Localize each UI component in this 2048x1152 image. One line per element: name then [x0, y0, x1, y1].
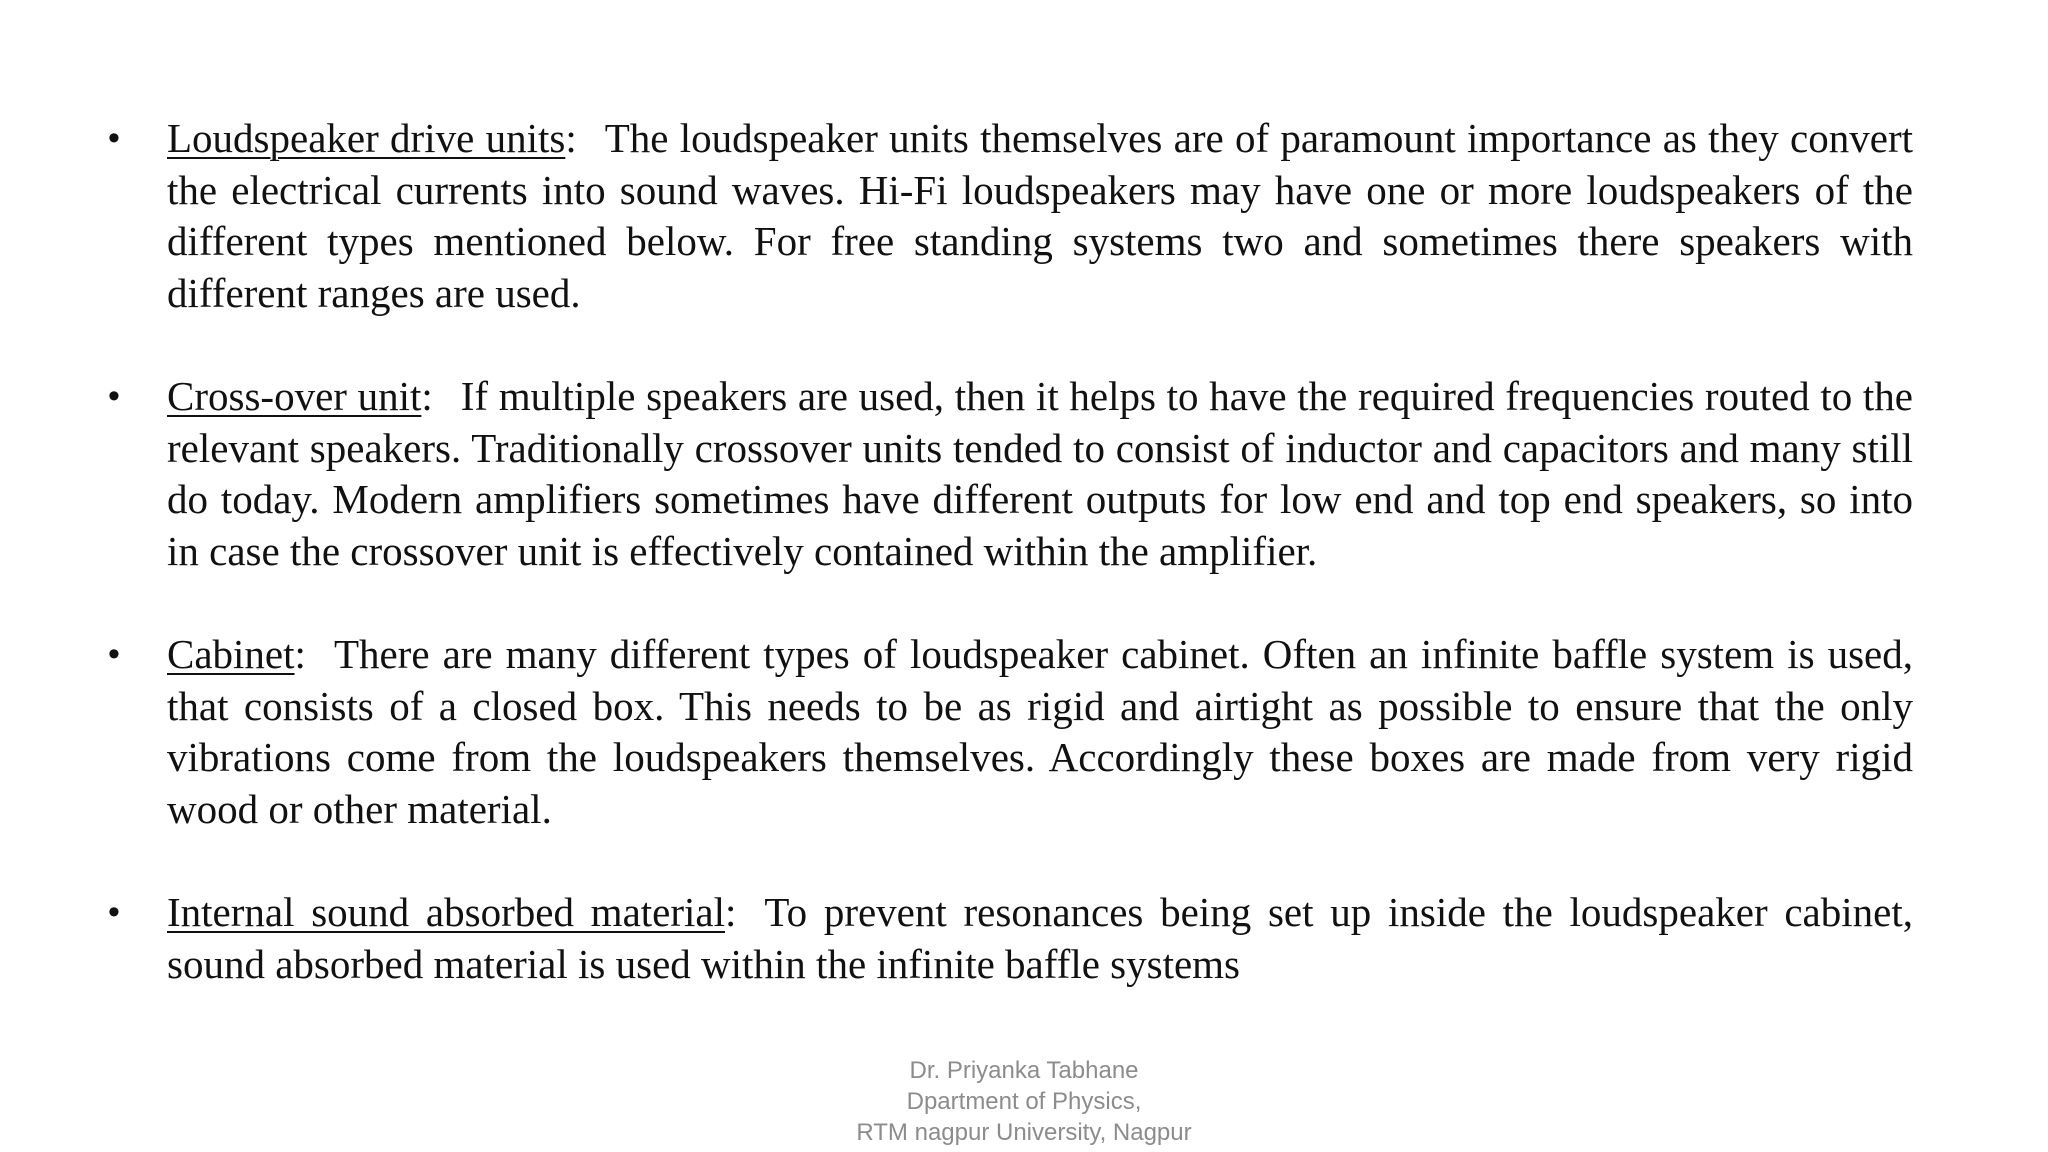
bullet-item-absorbed-material: [100, 887, 1913, 990]
bullet-icon: •: [108, 635, 120, 673]
bullet-term: Internal sound absorbed material: [167, 889, 725, 935]
bullet-separator: :: [294, 631, 306, 677]
footer-author: Dr. Priyanka Tabhane: [909, 1057, 1139, 1084]
bullet-separator: :: [421, 373, 433, 419]
bullet-separator: :: [565, 115, 577, 161]
bullet-icon: •: [108, 119, 120, 157]
bullet-icon: •: [108, 893, 120, 931]
bullet-item-drive-units: [100, 113, 1913, 319]
footer-department: Dpartment of Physics,: [906, 1088, 1142, 1115]
bullet-term: Cabinet: [167, 631, 295, 677]
bullet-item-cross-over-unit: [100, 371, 1913, 577]
bullet-term: Cross-over unit: [167, 373, 422, 419]
bullet-list: [100, 113, 1913, 1042]
bullet-term: Loudspeaker drive units: [167, 115, 566, 161]
bullet-text: To prevent resonances being set up inside the loudspeaker cabinet, sound absorbed material is used within the infinite baffle systems: [167, 889, 1913, 987]
bullet-text: The loudspeaker units themselves are of paramount importance as they convert the electrical currents into sound waves. Hi-Fi loudspeakers may have one or more loudspeakers of the different types mentioned below. For free standing systems two and sometimes there speakers with different ranges are used.: [167, 115, 1913, 316]
bullet-item-cabinet: [100, 629, 1913, 835]
bullet-text: There are many different types of loudspeaker cabinet. Often an infinite baffle system is used, that consists of a closed box. This needs to be as rigid and airtight as possible to ensure that the only vibrations come from the loudspeakers themselves. Accordingly these boxes are made from very rigid wood or other material.: [167, 631, 1913, 832]
footer: [0, 1055, 2048, 1148]
bullet-icon: •: [108, 377, 120, 415]
bullet-separator: :: [725, 889, 737, 935]
bullet-text: If multiple speakers are used, then it helps to have the required frequencies routed to the relevant speakers. Traditionally crossover units tended to consist of inductor and capacitors and many still do today. Modern amplifiers sometimes have different outputs for low end and top end speakers, so into in case the crossover unit is effectively contained within the amplifier.: [167, 373, 1913, 574]
footer-university: RTM nagpur University, Nagpur: [856, 1119, 1192, 1146]
